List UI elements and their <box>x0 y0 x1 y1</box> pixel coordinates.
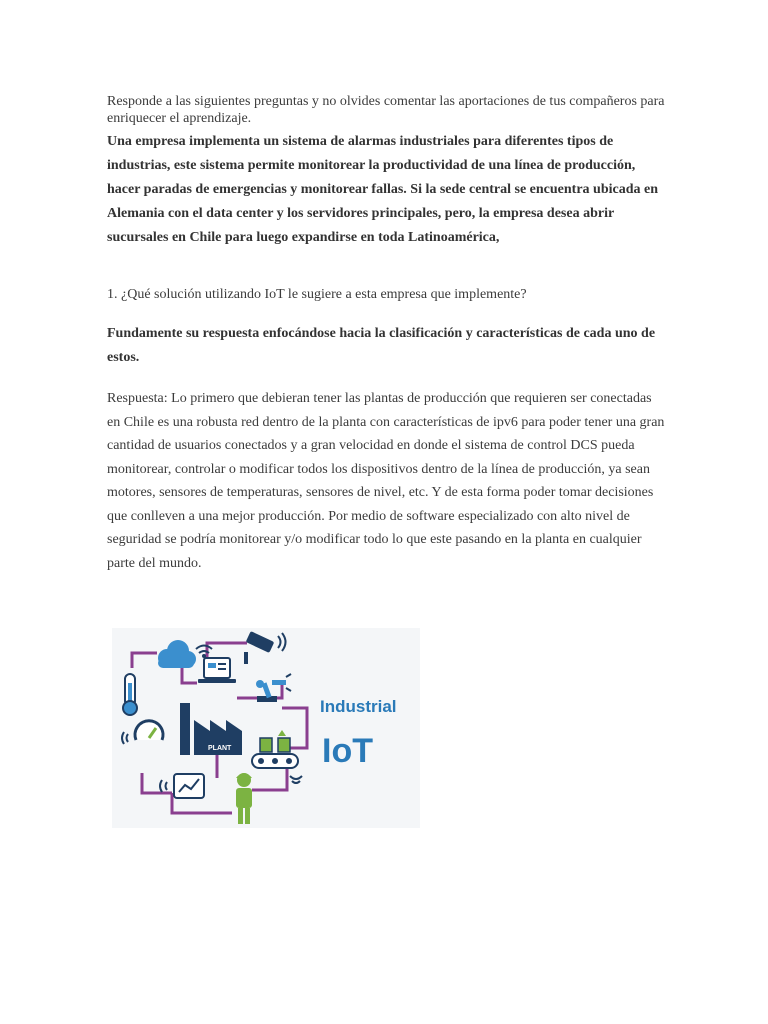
intro-text: Responde a las siguientes preguntas y no olvides comentar las aportaciones de tus compañeros para enriquecer el aprendizaje. <box>107 94 665 126</box>
industrial-iot-illustration <box>112 628 420 828</box>
instruction-text: Fundamente su respuesta enfocándose hacia la clasificación y características de cada uno de estos. <box>107 326 656 365</box>
industrial-iot-figure <box>112 628 420 828</box>
figure-title-line1: Industrial <box>320 697 397 716</box>
figure-title-line2: IoT <box>322 732 373 770</box>
case-statement: Una empresa implementa un sistema de alarmas industriales para diferentes tipos de industrias, este sistema permite monitorear la productividad de una línea de producción, hacer paradas de emergencias y monitorear fallas. Si la sede central se encuentra ubicada en Alemania con el data center y los servidores principales, pero, la empresa desea abrir sucursales en Chile para luego expandirse en toda Latinoamérica, <box>107 134 658 245</box>
answer-text: Respuesta: Lo primero que debieran tener las plantas de producción que requieren ser conectadas en Chile es una robusta red dentro de la planta con características de ipv6 para poder tener una gran cantidad de usuarios conectados y a gran velocidad en donde el sistema de control DCS pueda monitorear, controlar o modificar todos los dispositivos dentro de la línea de producción, ya sean motores, sensores de temperaturas, sensores de nivel, etc. Y de esta forma poder tomar decisiones que conlleven a una mejor producción. Por medio de software especializado con alto nivel de seguridad se podría monitorear y/o modificar todo lo que este pasando en la planta en cualquier parte del mundo. <box>107 391 665 571</box>
question-text: 1. ¿Qué solución utilizando IoT le sugiere a esta empresa que implemente? <box>107 287 527 302</box>
thermometer-icon <box>123 674 137 715</box>
plant-label: PLANT <box>208 745 232 752</box>
laptop-icon <box>198 658 236 683</box>
